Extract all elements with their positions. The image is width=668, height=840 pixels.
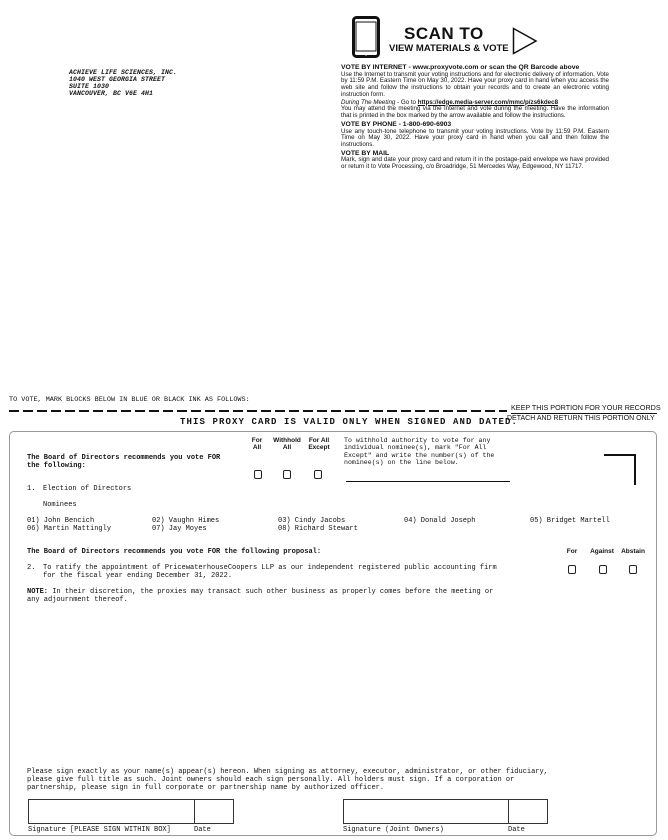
phone-text: Use any touch-tone telephone to transmit your voting instructions. Vote by 11:59 P.M. Eastern Time on May 30, 2022. Have your proxy card in hand when you call and then follow the instructions. <box>341 127 609 149</box>
col-abstain: Abstain <box>621 548 645 555</box>
meeting-link[interactable]: https://edge.media-server.com/mmc/p/zs6kdec8 <box>417 98 559 106</box>
note-text: In their discretion, the proxies may transact such other business as properly comes before the meeting or <box>48 588 494 596</box>
note-line-2: any adjournment thereof. <box>27 596 128 604</box>
nominee-05: 05) Bridget Martell <box>530 517 610 525</box>
item2-line-2: for the fiscal year ending December 31, 2022. <box>43 572 233 580</box>
board-recommends: The Board of Directors recommends you vote FOR the following: <box>27 454 221 470</box>
detach-dashed-line <box>9 410 507 412</box>
mail-heading: VOTE BY MAIL <box>341 149 390 157</box>
meeting-text: You may attend the meeting via the Internet and vote during the meeting. Have the information that is printed in the box marked by the arrow available and follow the instructions. <box>341 105 609 120</box>
mail-text: Mark, sign and date your proxy card and return it in the postage-paid envelope we have provided or return it to Vote Processing, c/o Broadridge, 51 Mercedes Way, Edgewood, NY 11717. <box>341 156 609 171</box>
col-for: For <box>566 548 578 555</box>
keep-portion-label: KEEP THIS PORTION FOR YOUR RECORDS <box>511 403 661 412</box>
item2-number: 2. <box>27 564 36 572</box>
address-line-3: SUITE 1030 <box>69 83 110 90</box>
to-vote-instruction: TO VOTE, MARK BLOCKS BELOW IN BLUE OR BLACK INK AS FOLLOWS: <box>9 396 250 404</box>
col-withhold-all: Withhold All <box>273 437 301 452</box>
col-for-all-except: For All Except <box>308 437 330 452</box>
joint-date-label: Date <box>508 826 525 834</box>
internet-heading: VOTE BY INTERNET - www.proxyvote.com or scan the QR Barcode above <box>341 64 580 71</box>
address-line-4: VANCOUVER, BC V6E 4H1 <box>69 90 154 97</box>
nominee-03: 03) Cindy Jacobs <box>278 517 346 525</box>
joint-signature-box[interactable] <box>343 799 509 824</box>
withhold-instructions: To withhold authority to vote for any individual nominee(s), mark "For All Except" and write the number(s) of the nominee(s) on the line below. <box>344 437 495 467</box>
phone-heading: VOTE BY PHONE - 1-800-690-6903 <box>341 121 452 129</box>
nominee-07: 07) Jay Moyes <box>152 525 207 533</box>
col-against: Against <box>590 548 614 555</box>
checkbox-item2-for[interactable] <box>568 565 576 574</box>
note-line-1 <box>27 588 493 596</box>
item2-line-1: To ratify the appointment of PricewaterhouseCoopers LLP as our independent registered public accounting firm <box>43 564 497 572</box>
scan-subtitle: VIEW MATERIALS & VOTE <box>389 43 509 54</box>
valid-notice: THIS PROXY CARD IS VALID ONLY WHEN SIGNED AND DATED. <box>180 417 519 427</box>
nominee-02: 02) Vaughn Himes <box>152 517 220 525</box>
sign-instructions-2: please give full title as such. Joint owners should each sign personally. All holders must sign. If a corporation or <box>27 776 515 784</box>
return-address <box>69 69 177 97</box>
sign-instructions-3: partnership, please sign in full corporate or partnership name by authorized officer. <box>27 784 385 792</box>
arrow-marker-icon <box>512 27 538 55</box>
nominee-04: 04) Donald Joseph <box>404 517 476 525</box>
nominees-label: Nominees <box>43 501 77 509</box>
internet-text: Use the Internet to transmit your voting instructions and for electronic delivery of information. Vote by 11:59 P.M. Eastern Time on May 30, 2022. Have your proxy card in hand when you access the web site and follow the instructions to obtain your records and to create an electronic voting instruction form. <box>341 70 609 98</box>
note-label: NOTE: <box>27 588 49 596</box>
meeting-label: During The Meeting <box>341 98 396 106</box>
item1-label: Election of Directors <box>43 485 132 493</box>
checkbox-item2-against[interactable] <box>599 565 607 574</box>
control-number-box-corner <box>604 454 636 485</box>
scan-title: SCAN TO <box>404 24 484 43</box>
nominee-08: 08) Richard Stewart <box>278 525 358 533</box>
nominee-01: 01) John Bencich <box>27 517 95 525</box>
address-line-1: ACHIEVE LIFE SCIENCES, INC. <box>69 69 178 76</box>
col-for-all: For All <box>251 437 263 452</box>
address-line-2: 1040 WEST GEORGIA STREET <box>69 76 166 83</box>
nominee-06: 06) Martin Mattingly <box>27 525 112 533</box>
nominee-number-line[interactable] <box>346 481 510 482</box>
detach-label: DETACH AND RETURN THIS PORTION ONLY <box>507 415 655 422</box>
signature-box[interactable] <box>28 799 195 824</box>
sign-instructions-1: Please sign exactly as your name(s) appear(s) hereon. When signing as attorney, executor, administrator, or other fiduciary, <box>27 768 548 776</box>
checkbox-for-all[interactable] <box>254 470 262 479</box>
phone-icon <box>352 16 380 58</box>
joint-date-box[interactable] <box>508 799 548 824</box>
joint-signature-label: Signature (Joint Owners) <box>343 826 444 834</box>
checkbox-item2-abstain[interactable] <box>629 565 637 574</box>
item1-number: 1. <box>27 485 36 493</box>
signature-label: Signature [PLEASE SIGN WITHIN BOX] <box>28 826 171 834</box>
date-label: Date <box>194 826 211 834</box>
voting-instructions <box>341 64 609 171</box>
checkbox-for-all-except[interactable] <box>314 470 322 479</box>
keep-underline <box>511 413 657 414</box>
meeting-goto: - Go to <box>395 98 418 106</box>
board-recommends-proposal: The Board of Directors recommends you vote FOR the following proposal: <box>27 548 322 556</box>
date-box[interactable] <box>194 799 234 824</box>
checkbox-withhold-all[interactable] <box>283 470 291 479</box>
